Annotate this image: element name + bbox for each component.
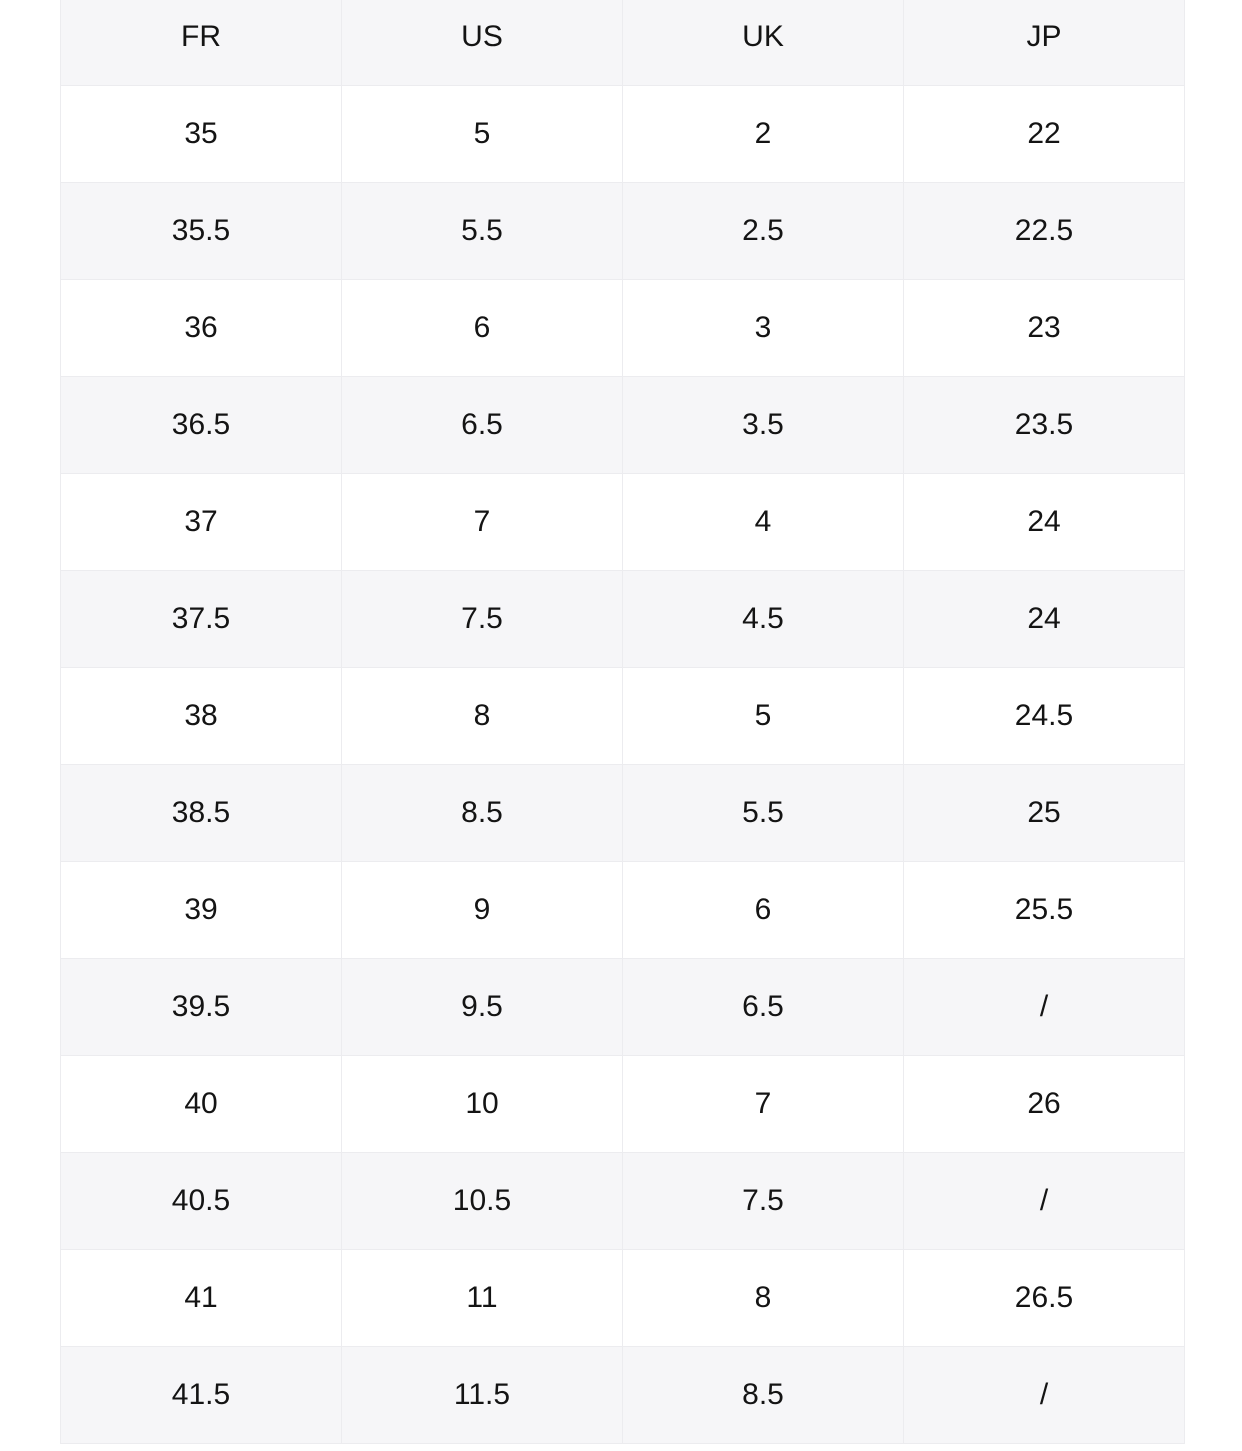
cell-us: 9	[342, 862, 623, 959]
cell-us: 5	[342, 86, 623, 183]
table-body	[61, 86, 1185, 1444]
cell-us: 7	[342, 474, 623, 571]
cell-fr: 41	[61, 1250, 342, 1347]
cell-uk: 5.5	[623, 765, 904, 862]
cell-jp: 22	[904, 86, 1185, 183]
cell-jp: 25.5	[904, 862, 1185, 959]
column-header-jp: JP	[904, 0, 1185, 86]
cell-jp: 26	[904, 1056, 1185, 1153]
table-row	[61, 183, 1185, 280]
column-header-fr: FR	[61, 0, 342, 86]
table-row	[61, 765, 1185, 862]
cell-uk: 4	[623, 474, 904, 571]
cell-us: 8	[342, 668, 623, 765]
cell-uk: 6.5	[623, 959, 904, 1056]
cell-us: 11	[342, 1250, 623, 1347]
cell-us: 5.5	[342, 183, 623, 280]
cell-uk: 8.5	[623, 1347, 904, 1444]
table-row	[61, 668, 1185, 765]
cell-fr: 35	[61, 86, 342, 183]
cell-jp: 24	[904, 474, 1185, 571]
cell-uk: 3	[623, 280, 904, 377]
table-row	[61, 86, 1185, 183]
table-header	[61, 0, 1185, 86]
cell-fr: 36.5	[61, 377, 342, 474]
cell-fr: 40	[61, 1056, 342, 1153]
column-header-us: US	[342, 0, 623, 86]
cell-jp: 23	[904, 280, 1185, 377]
cell-jp: 25	[904, 765, 1185, 862]
cell-uk: 3.5	[623, 377, 904, 474]
table-row	[61, 862, 1185, 959]
cell-fr: 36	[61, 280, 342, 377]
cell-us: 11.5	[342, 1347, 623, 1444]
table-row	[61, 571, 1185, 668]
cell-jp: /	[904, 1347, 1185, 1444]
cell-us: 8.5	[342, 765, 623, 862]
cell-uk: 4.5	[623, 571, 904, 668]
cell-jp: /	[904, 1153, 1185, 1250]
cell-us: 10.5	[342, 1153, 623, 1250]
cell-fr: 37	[61, 474, 342, 571]
cell-fr: 38.5	[61, 765, 342, 862]
cell-fr: 37.5	[61, 571, 342, 668]
table-row	[61, 474, 1185, 571]
cell-us: 7.5	[342, 571, 623, 668]
cell-us: 6	[342, 280, 623, 377]
table-row	[61, 1153, 1185, 1250]
cell-jp: 24	[904, 571, 1185, 668]
cell-jp: 26.5	[904, 1250, 1185, 1347]
size-conversion-table	[60, 0, 1185, 1444]
table-row	[61, 377, 1185, 474]
table-row	[61, 959, 1185, 1056]
cell-jp: /	[904, 959, 1185, 1056]
cell-fr: 35.5	[61, 183, 342, 280]
table-row	[61, 1056, 1185, 1153]
cell-jp: 22.5	[904, 183, 1185, 280]
cell-us: 10	[342, 1056, 623, 1153]
cell-uk: 5	[623, 668, 904, 765]
column-header-uk: UK	[623, 0, 904, 86]
cell-uk: 7	[623, 1056, 904, 1153]
cell-jp: 24.5	[904, 668, 1185, 765]
cell-uk: 2	[623, 86, 904, 183]
table-row	[61, 1347, 1185, 1444]
cell-uk: 7.5	[623, 1153, 904, 1250]
cell-jp: 23.5	[904, 377, 1185, 474]
cell-fr: 39.5	[61, 959, 342, 1056]
cell-us: 9.5	[342, 959, 623, 1056]
cell-fr: 39	[61, 862, 342, 959]
cell-uk: 2.5	[623, 183, 904, 280]
cell-fr: 41.5	[61, 1347, 342, 1444]
table-row	[61, 1250, 1185, 1347]
cell-fr: 38	[61, 668, 342, 765]
cell-us: 6.5	[342, 377, 623, 474]
header-row	[61, 0, 1185, 86]
cell-uk: 6	[623, 862, 904, 959]
cell-uk: 8	[623, 1250, 904, 1347]
cell-fr: 40.5	[61, 1153, 342, 1250]
table-row	[61, 280, 1185, 377]
